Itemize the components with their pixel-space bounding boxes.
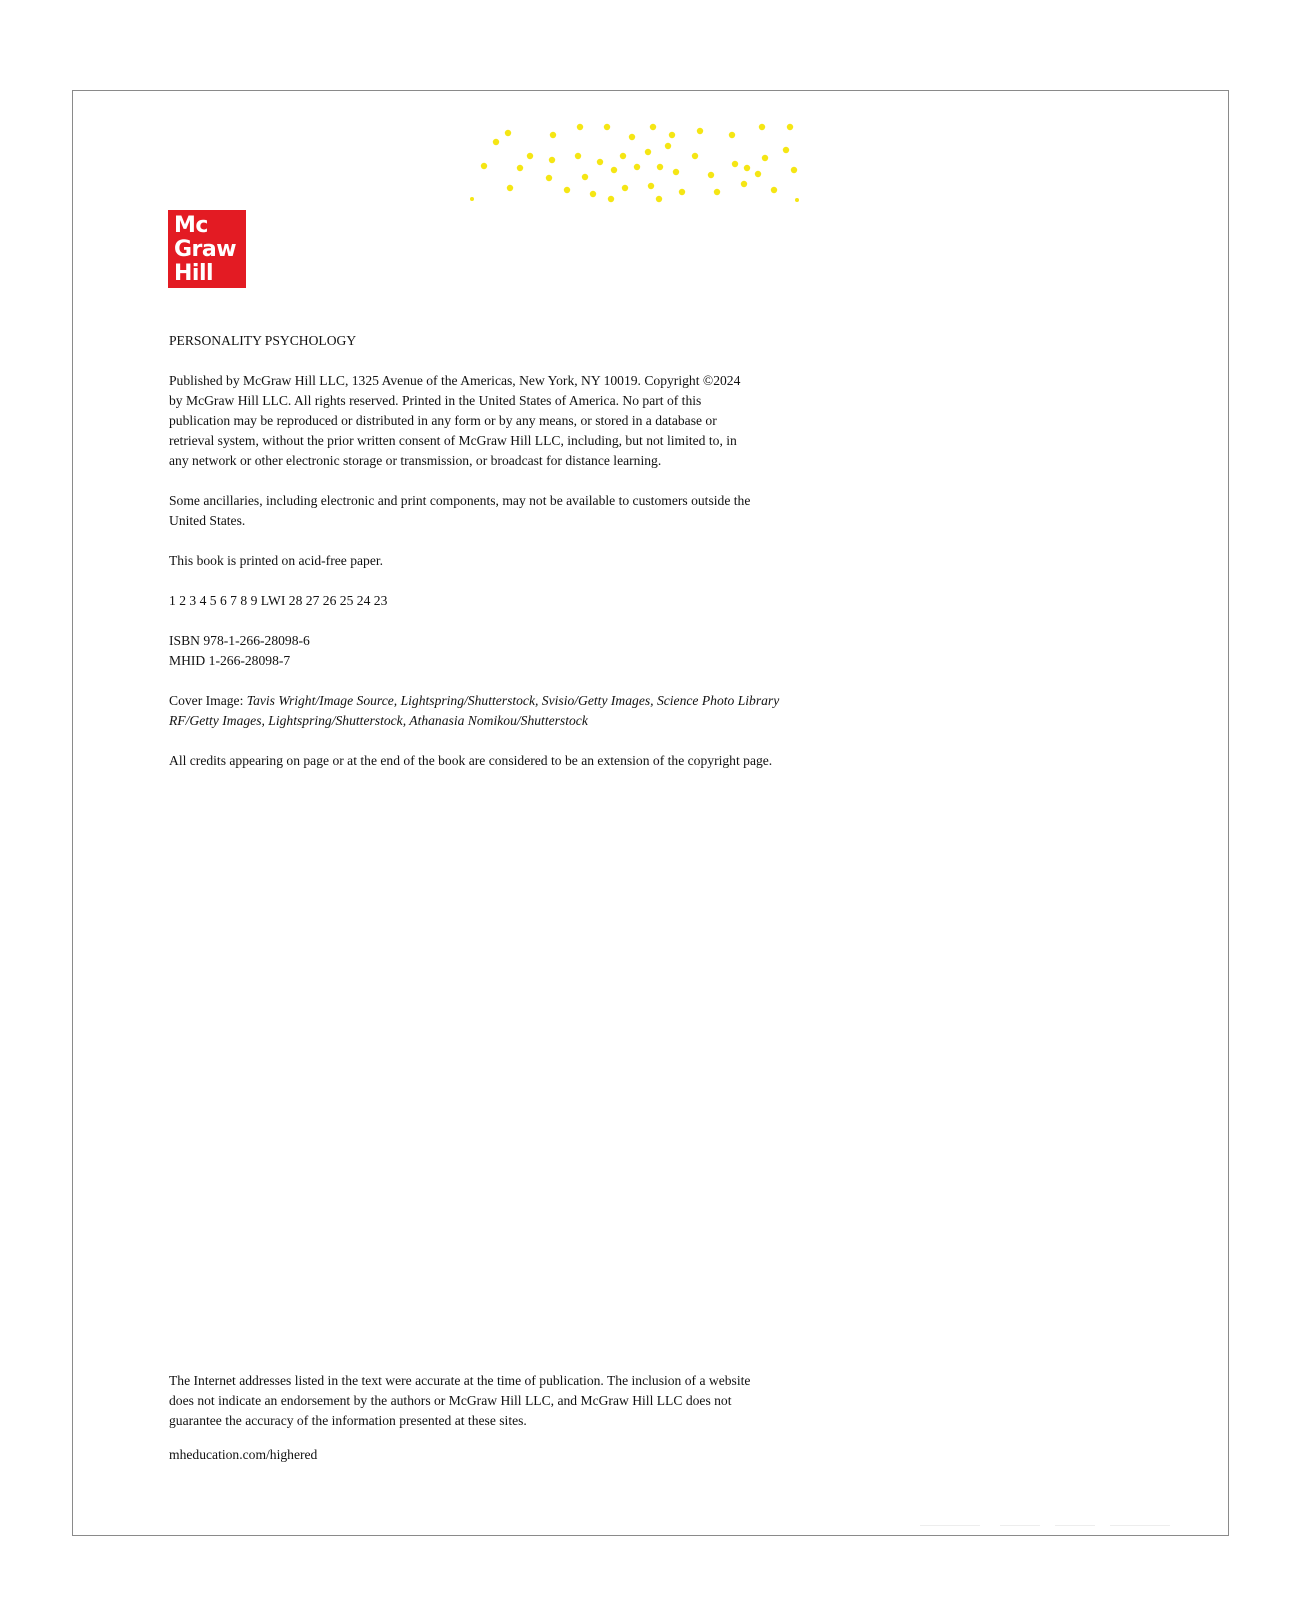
logo-text-line: Hill [174,261,214,286]
faint-rule [1000,1525,1040,1526]
internet-disclaimer [169,1371,750,1431]
mcgraw-hill-logo [168,210,246,288]
faint-rule [920,1525,980,1526]
ancillaries-notice-line: Some ancillaries, including electronic and print components, may not be available to customers outside the [169,493,751,508]
publication-notice-line: retrieval system, without the prior written consent of McGraw Hill LLC, including, but not limited to, in [169,433,737,448]
cover-image-credits [169,691,779,731]
page-frame [72,90,1229,1536]
logo-text-line: Mc [174,213,208,238]
cover-image-credit-line: Tavis Wright/Image Source, Lightspring/Shutterstock, Svisio/Getty Images, Science Photo Library [246,693,780,708]
internet-disclaimer-line: The Internet addresses listed in the text were accurate at the time of publication. The inclusion of a website [169,1373,751,1388]
acid-free-notice: This book is printed on acid-free paper. [169,553,384,568]
publication-notice-line: any network or other electronic storage or transmission, or broadcast for distance learning. [169,453,662,468]
cover-image-credit-line: RF/Getty Images, Lightspring/Shutterstock, Athanasia Nomikou/Shutterstock [169,713,588,728]
cover-image-label: Cover Image: [169,693,247,708]
internet-disclaimer-line: guarantee the accuracy of the information presented at these sites. [169,1413,527,1428]
credits-note: All credits appearing on page or at the end of the book are considered to be an extension of the copyright page. [169,753,773,768]
book-title: PERSONALITY PSYCHOLOGY [169,333,357,348]
publication-notice [169,371,740,471]
isbn: ISBN 978-1-266-28098-6 [169,633,310,648]
decorative-dot-pattern [470,120,830,204]
website-url: mheducation.com/highered [169,1447,318,1462]
publication-notice-line: by McGraw Hill LLC. All rights reserved. Printed in the United States of America. No part of this [169,393,702,408]
internet-disclaimer-line: does not indicate an endorsement by the authors or McGraw Hill LLC, and McGraw Hill LLC does not [169,1393,732,1408]
logo-text-line: Graw [174,237,237,262]
mhid: MHID 1-266-28098-7 [169,653,291,668]
faint-rule [1110,1525,1170,1526]
isbn-block [169,631,310,671]
faint-rule [1055,1525,1095,1526]
publication-notice-line: Published by McGraw Hill LLC, 1325 Avenue of the Americas, New York, NY 10019. Copyright ©2024 [169,373,741,388]
publication-notice-line: publication may be reproduced or distributed in any form or by any means, or stored in a database or [169,413,717,428]
ancillaries-notice [169,491,750,531]
ancillaries-notice-line: United States. [169,513,246,528]
printing-line: 1 2 3 4 5 6 7 8 9 LWI 28 27 26 25 24 23 [169,593,388,608]
